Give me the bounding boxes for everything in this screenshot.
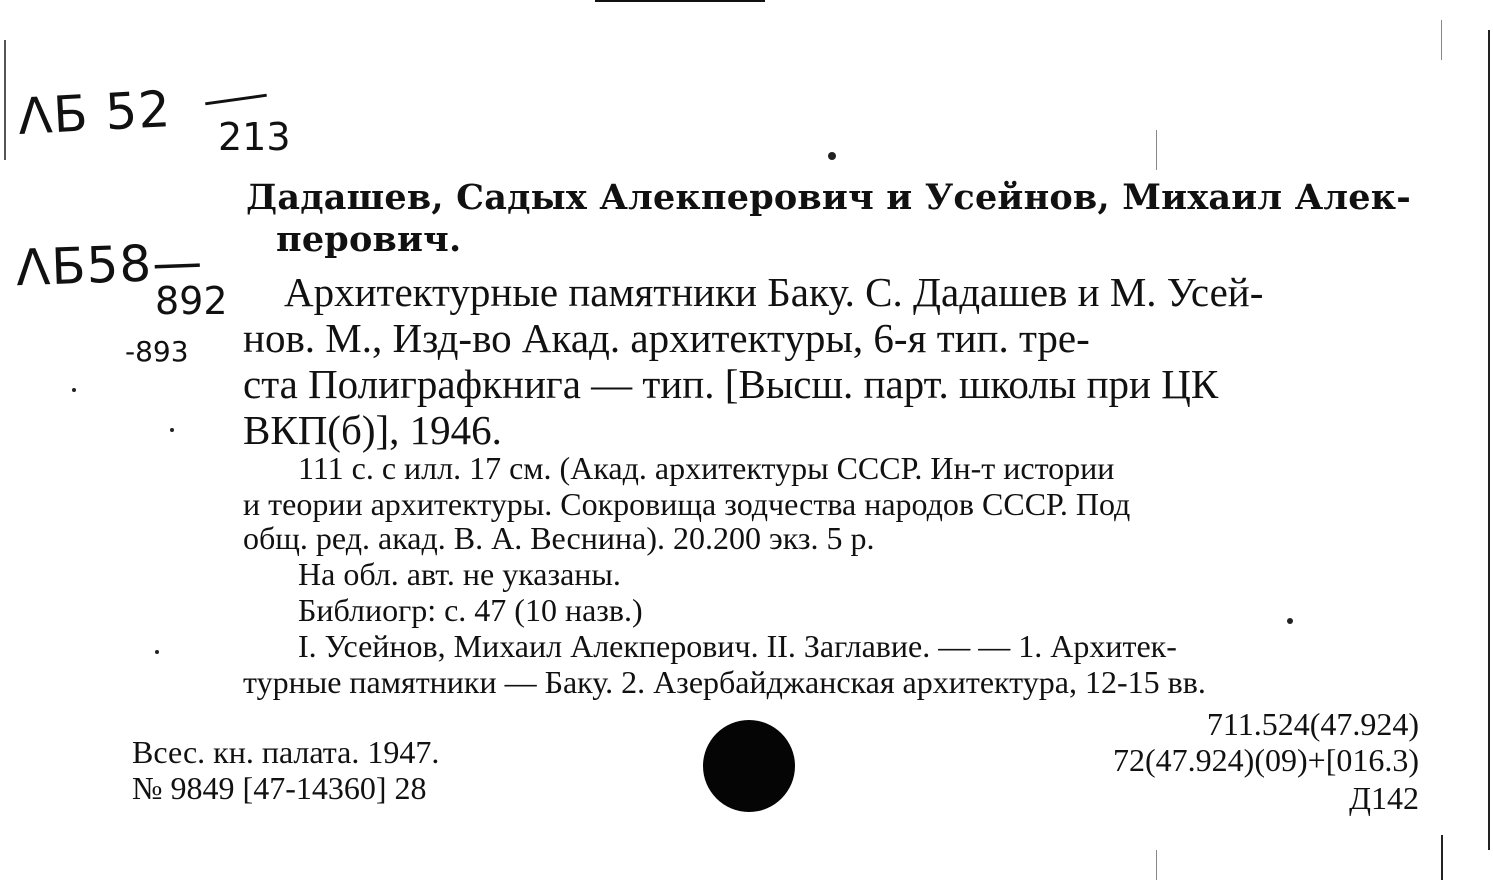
shelfmark-dash (205, 94, 267, 106)
title-line-1: Архитектурные памятники Баку. С. Дадашев и М. Усей- (284, 269, 1264, 315)
ruling-line (1156, 850, 1157, 880)
card-punch-hole (703, 720, 795, 812)
handwritten-shelfmark-2: ΛБ58— (15, 232, 205, 298)
handwritten-shelfmark-2-sub2: -893 (125, 335, 189, 368)
ink-speck (1287, 618, 1293, 624)
ink-speck (72, 388, 76, 392)
title-line-2: нов. М., Изд-во Акад. архитектуры, 6-я тип. тре- (243, 315, 1090, 361)
collation-line-1: 111 с. с илл. 17 см. (Акад. архитектуры СССР. Ин-т истории (298, 450, 1115, 486)
collation-line-2: и теории архитектуры. Сокровища зодчества народов СССР. Под (243, 486, 1131, 522)
ink-speck (828, 152, 836, 160)
note-bibliography: Библиогр: с. 47 (10 назв.) (298, 592, 643, 628)
ink-speck (155, 650, 159, 654)
handwritten-shelfmark-1: ΛБ 52 (16, 80, 173, 146)
tracings-line-1: I. Усейнов, Михаил Алекперович. II. Заглавие. — — 1. Архитек- (298, 628, 1177, 664)
ruling-line (1441, 20, 1442, 60)
left-edge-line (4, 40, 6, 160)
handwritten-shelfmark-1-sub: 213 (218, 115, 291, 159)
title-line-3: ста Полиграфкнига — тип. [Высш. парт. школы при ЦК (243, 361, 1219, 407)
author-heading-continued: перович. (276, 219, 462, 260)
ruling-line (1156, 130, 1157, 170)
author-mark: Д142 (1349, 780, 1419, 816)
handwritten-shelfmark-2-sub: 892 (155, 279, 228, 323)
card-number: № 9849 [47-14360] 28 (132, 770, 427, 806)
tracings-line-2: турные памятники — Баку. 2. Азербайджанская архитектура, 12-15 вв. (243, 664, 1206, 700)
note-cover: На обл. авт. не указаны. (298, 556, 621, 592)
top-edge-mark (595, 0, 765, 2)
classification-number-2: 72(47.924)(09)+[016.3) (1113, 742, 1419, 778)
collation-line-3: общ. ред. акад. В. А. Веснина). 20.200 экз. 5 р. (243, 520, 875, 556)
author-heading: Дадашев, Садых Алекперович и Усейнов, Михаил Алек- (246, 177, 1411, 218)
classification-number-1: 711.524(47.924) (1206, 706, 1419, 742)
ruling-line (1441, 835, 1443, 880)
ink-speck (170, 428, 174, 432)
book-chamber-credit: Всес. кн. палата. 1947. (132, 734, 440, 770)
right-edge-line (1488, 30, 1490, 850)
title-line-4: ВКП(б)], 1946. (243, 407, 502, 453)
